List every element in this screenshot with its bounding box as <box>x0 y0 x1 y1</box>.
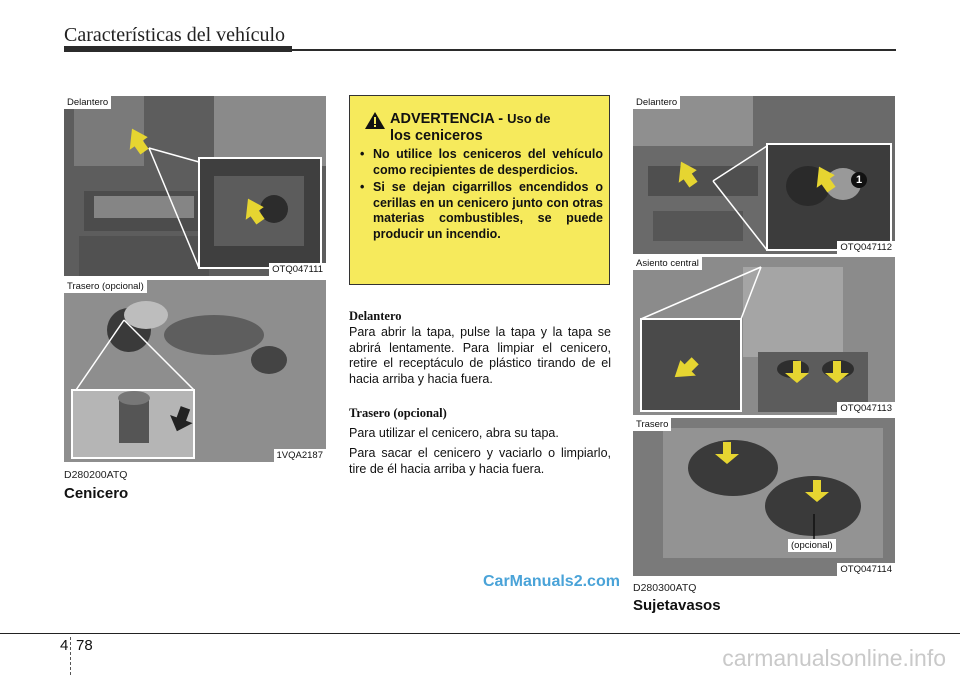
footer-page-number: 78 <box>76 637 93 654</box>
rear-cup-code: OTQ047114 <box>837 563 895 576</box>
front-heading: Delantero <box>349 309 402 323</box>
rear-body-1: Para utilizar el cenicero, abra su tapa. <box>349 426 559 440</box>
warning-box <box>349 95 610 285</box>
center-seat-cupholder-photo <box>633 257 895 415</box>
rear-cupholder-photo <box>633 418 895 576</box>
warning-list <box>360 147 603 245</box>
page-header-title: Características del vehículo <box>64 24 286 46</box>
rear-cup-label: Trasero <box>633 418 671 431</box>
header-rule-thin <box>292 49 896 51</box>
rear-ashtray-photo <box>64 280 326 462</box>
front-ashtray-photo <box>64 96 326 276</box>
cupholder-section-title: Sujetavasos <box>633 597 721 614</box>
footer-separator <box>70 637 71 675</box>
warning-item: • Si se dejan cigarrillos encendidos o cerillas en un cenicero junto con otras materias combustibles, se puede producir un incendio. <box>360 180 603 242</box>
carmanuals-watermark: CarManuals2.com <box>483 573 620 590</box>
front-cup-code: OTQ047112 <box>837 241 895 254</box>
rear-photo-code: 1VQA2187 <box>274 449 326 462</box>
warning-triangle-icon <box>364 111 386 130</box>
footer-rule <box>0 633 960 634</box>
warning-title-sub-a: Uso de <box>507 111 551 126</box>
ashtray-section-code: D280200ATQ <box>64 469 128 481</box>
front-cup-label: Delantero <box>633 96 680 109</box>
rear-body-2: Para sacar el cenicero y vaciarlo o limpiarlo, tire de él hacia arriba y hacia fuera. <box>349 446 611 476</box>
rear-heading: Trasero (opcional) <box>349 406 447 420</box>
front-cupholder-photo <box>633 96 895 254</box>
warning-item: • No utilice los ceniceros del vehículo como recipientes de desperdicios. <box>360 147 603 178</box>
callout-badge-1: 1 <box>851 172 867 188</box>
front-body: Para abrir la tapa, pulse la tapa y la tapa se abrirá lentamente. Para limpiar el cenicero, retire el receptáculo de plástico tirando de el hacia arriba y hacia fuera. <box>349 325 611 386</box>
optional-callout: (opcional) <box>788 539 836 552</box>
front-photo-label: Delantero <box>64 96 111 109</box>
ashtray-section-title: Cenicero <box>64 485 129 502</box>
warning-title <box>390 110 604 145</box>
cupholder-section-code: D280300ATQ <box>633 582 697 594</box>
site-watermark: carmanualsonline.info <box>722 645 946 671</box>
center-seat-label: Asiento central <box>633 257 702 270</box>
center-seat-code: OTQ047113 <box>837 402 895 415</box>
warning-title-sub-b: los ceniceros <box>390 128 483 144</box>
footer-chapter: 4 <box>60 637 69 654</box>
front-photo-code: OTQ047111 <box>269 263 326 276</box>
header-rule-thick <box>64 46 292 52</box>
rear-photo-label: Trasero (opcional) <box>64 280 147 293</box>
warning-title-main: ADVERTENCIA - <box>390 111 504 127</box>
